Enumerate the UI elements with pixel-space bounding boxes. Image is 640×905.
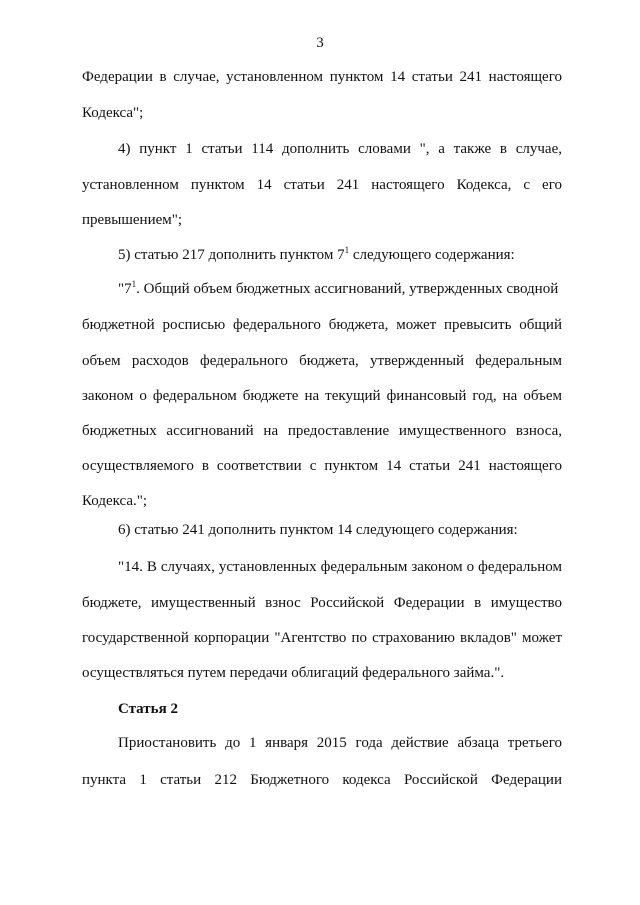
quoted-paragraph-line: "14. В случаях, установленных федеральным законом о федеральном — [118, 559, 562, 575]
body-text-line: Кодекса."; — [82, 493, 148, 509]
page-number: 3 — [316, 35, 324, 51]
paragraph-line: 4) пункт 1 статьи 114 дополнить словами ", а также в случае, — [118, 141, 562, 157]
body-text-line: государственной корпорации "Агентство по страхованию вкладов" может — [82, 630, 562, 646]
body-text-line: осуществляться путем передачи облигаций федерального займа.". — [82, 665, 505, 681]
text-fragment: следующего содержания: — [349, 247, 515, 263]
superscript: 1 — [131, 279, 137, 289]
body-text-line: осуществляемого в соответствии с пунктом 14 статьи 241 настоящего — [82, 458, 562, 474]
text-fragment: "7 — [118, 281, 132, 297]
superscript: 1 — [344, 245, 350, 255]
paragraph-line: Приостановить до 1 января 2015 года действие абзаца третьего — [118, 735, 562, 751]
body-text-line: превышением"; — [82, 212, 183, 228]
text-fragment: 5) статью 217 дополнить пунктом 7 — [118, 247, 345, 263]
text-fragment: . Общий объем бюджетных ассигнований, утвержденных сводной — [136, 281, 559, 297]
paragraph-line: 6) статью 241 дополнить пунктом 14 следующего содержания: — [118, 522, 518, 538]
body-text-line: бюджетной росписью федерального бюджета, может превысить общий — [82, 317, 562, 333]
body-text-line: законом о федеральном бюджете на текущий финансовый год, на объем — [82, 388, 562, 404]
paragraph-line-with-superscript — [118, 246, 562, 264]
quoted-paragraph-line — [118, 280, 562, 298]
body-text-line: установленном пунктом 14 статьи 241 настоящего Кодекса, с его — [82, 177, 562, 193]
body-text-line: бюджете, имущественный взнос Российской Федерации в имущество — [82, 595, 562, 611]
body-text-line: Федерации в случае, установленном пунктом 14 статьи 241 настоящего — [82, 69, 562, 85]
body-text-line: пункта 1 статьи 212 Бюджетного кодекса Российской Федерации — [82, 772, 562, 788]
body-text-line: объем расходов федерального бюджета, утвержденный федеральным — [82, 353, 562, 369]
article-heading: Статья 2 — [118, 701, 178, 717]
body-text-line: Кодекса"; — [82, 105, 144, 121]
body-text-line: бюджетных ассигнований на предоставление имущественного взноса, — [82, 423, 562, 439]
